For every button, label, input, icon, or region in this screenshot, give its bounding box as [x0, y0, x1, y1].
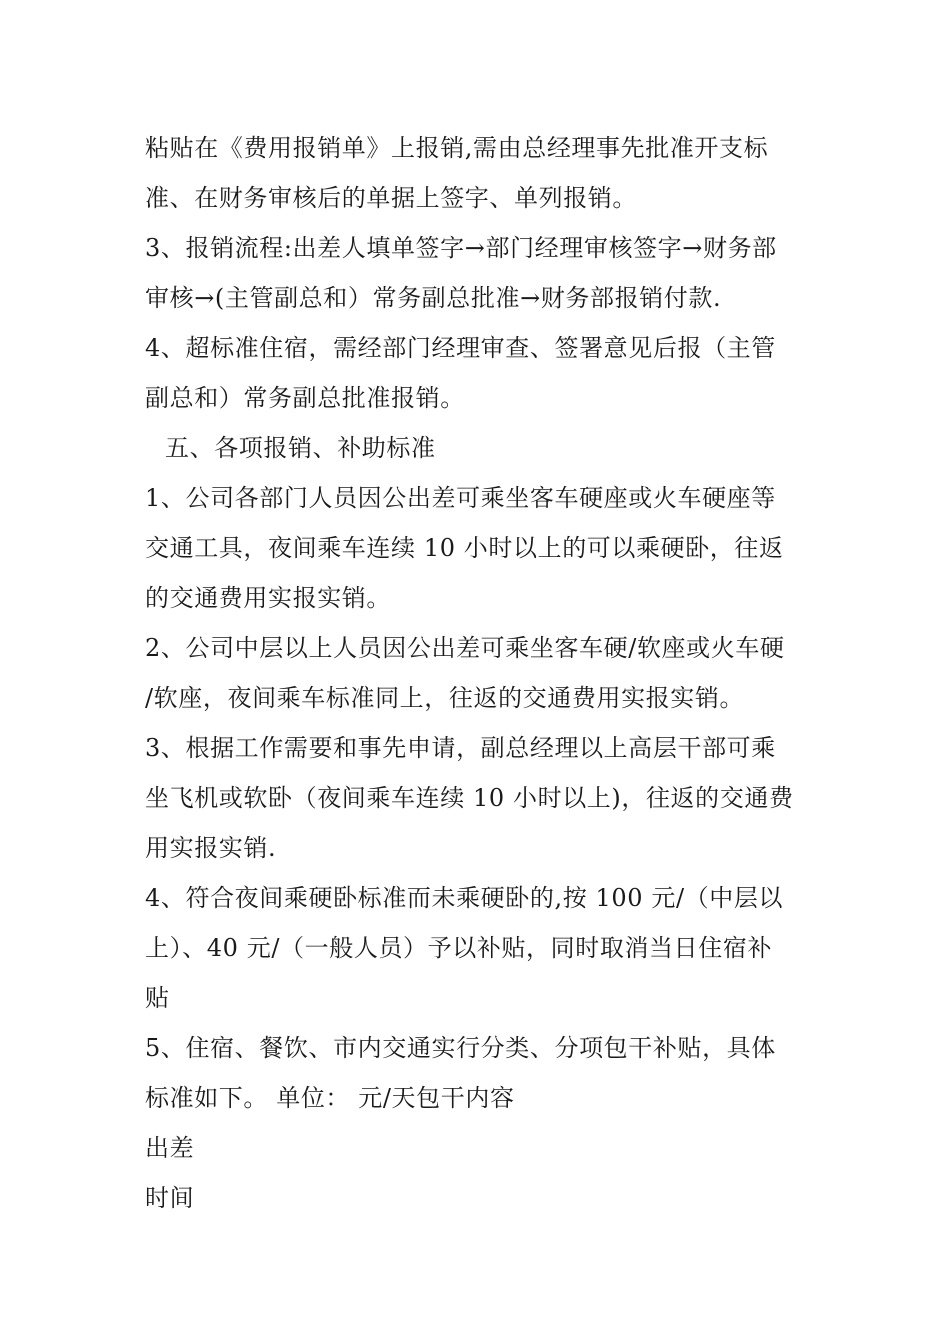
text-line: 交通工具，夜间乘车连续 10 小时以上的可以乘硬卧，往返: [145, 534, 784, 562]
text-line: 4、超标准住宿，需经部门经理审查、签署意见后报（主管: [145, 334, 776, 362]
text-line: /软座，夜间乘车标准同上，往返的交通费用实报实销。: [145, 684, 745, 712]
text-line: 时间: [145, 1184, 195, 1212]
text-line: 5、住宿、餐饮、市内交通实行分类、分项包干补贴，具体: [145, 1034, 776, 1062]
text-line: 3、根据工作需要和事先申请，副总经理以上高层干部可乘: [145, 734, 776, 762]
text-line: 出差: [145, 1134, 195, 1162]
text-line: 贴: [145, 984, 170, 1012]
text-line: 准、在财务审核后的单据上签字、单列报销。: [145, 184, 637, 212]
text-line: 坐飞机或软卧（夜间乘车连续 10 小时以上)，往返的交通费: [145, 784, 794, 812]
text-line: 上）、40 元/（一般人员）予以补贴，同时取消当日住宿补: [145, 934, 773, 962]
text-line: 用实报实销.: [145, 834, 277, 862]
text-line: 粘贴在《费用报销单》上报销,需由总经理事先批准开支标: [145, 134, 769, 162]
text-line: 1、公司各部门人员因公出差可乘坐客车硬座或火车硬座等: [145, 484, 776, 512]
text-line: 2、公司中层以上人员因公出差可乘坐客车硬/软座或火车硬: [145, 634, 785, 662]
text-line: 3、报销流程:出差人填单签字→部门经理审核签字→财务部: [145, 234, 777, 262]
section-heading: 五、各项报销、补助标准: [165, 434, 436, 462]
text-line: 4、符合夜间乘硬卧标准而未乘硬卧的,按 100 元/（中层以: [145, 884, 784, 912]
text-line: 的交通费用实报实销。: [145, 584, 391, 612]
text-line: 标准如下。 单位： 元/天包干内容: [145, 1084, 515, 1112]
text-line: 副总和）常务副总批准报销。: [145, 384, 465, 412]
text-line: 审核→(主管副总和）常务副总批准→财务部报销付款.: [145, 284, 722, 312]
